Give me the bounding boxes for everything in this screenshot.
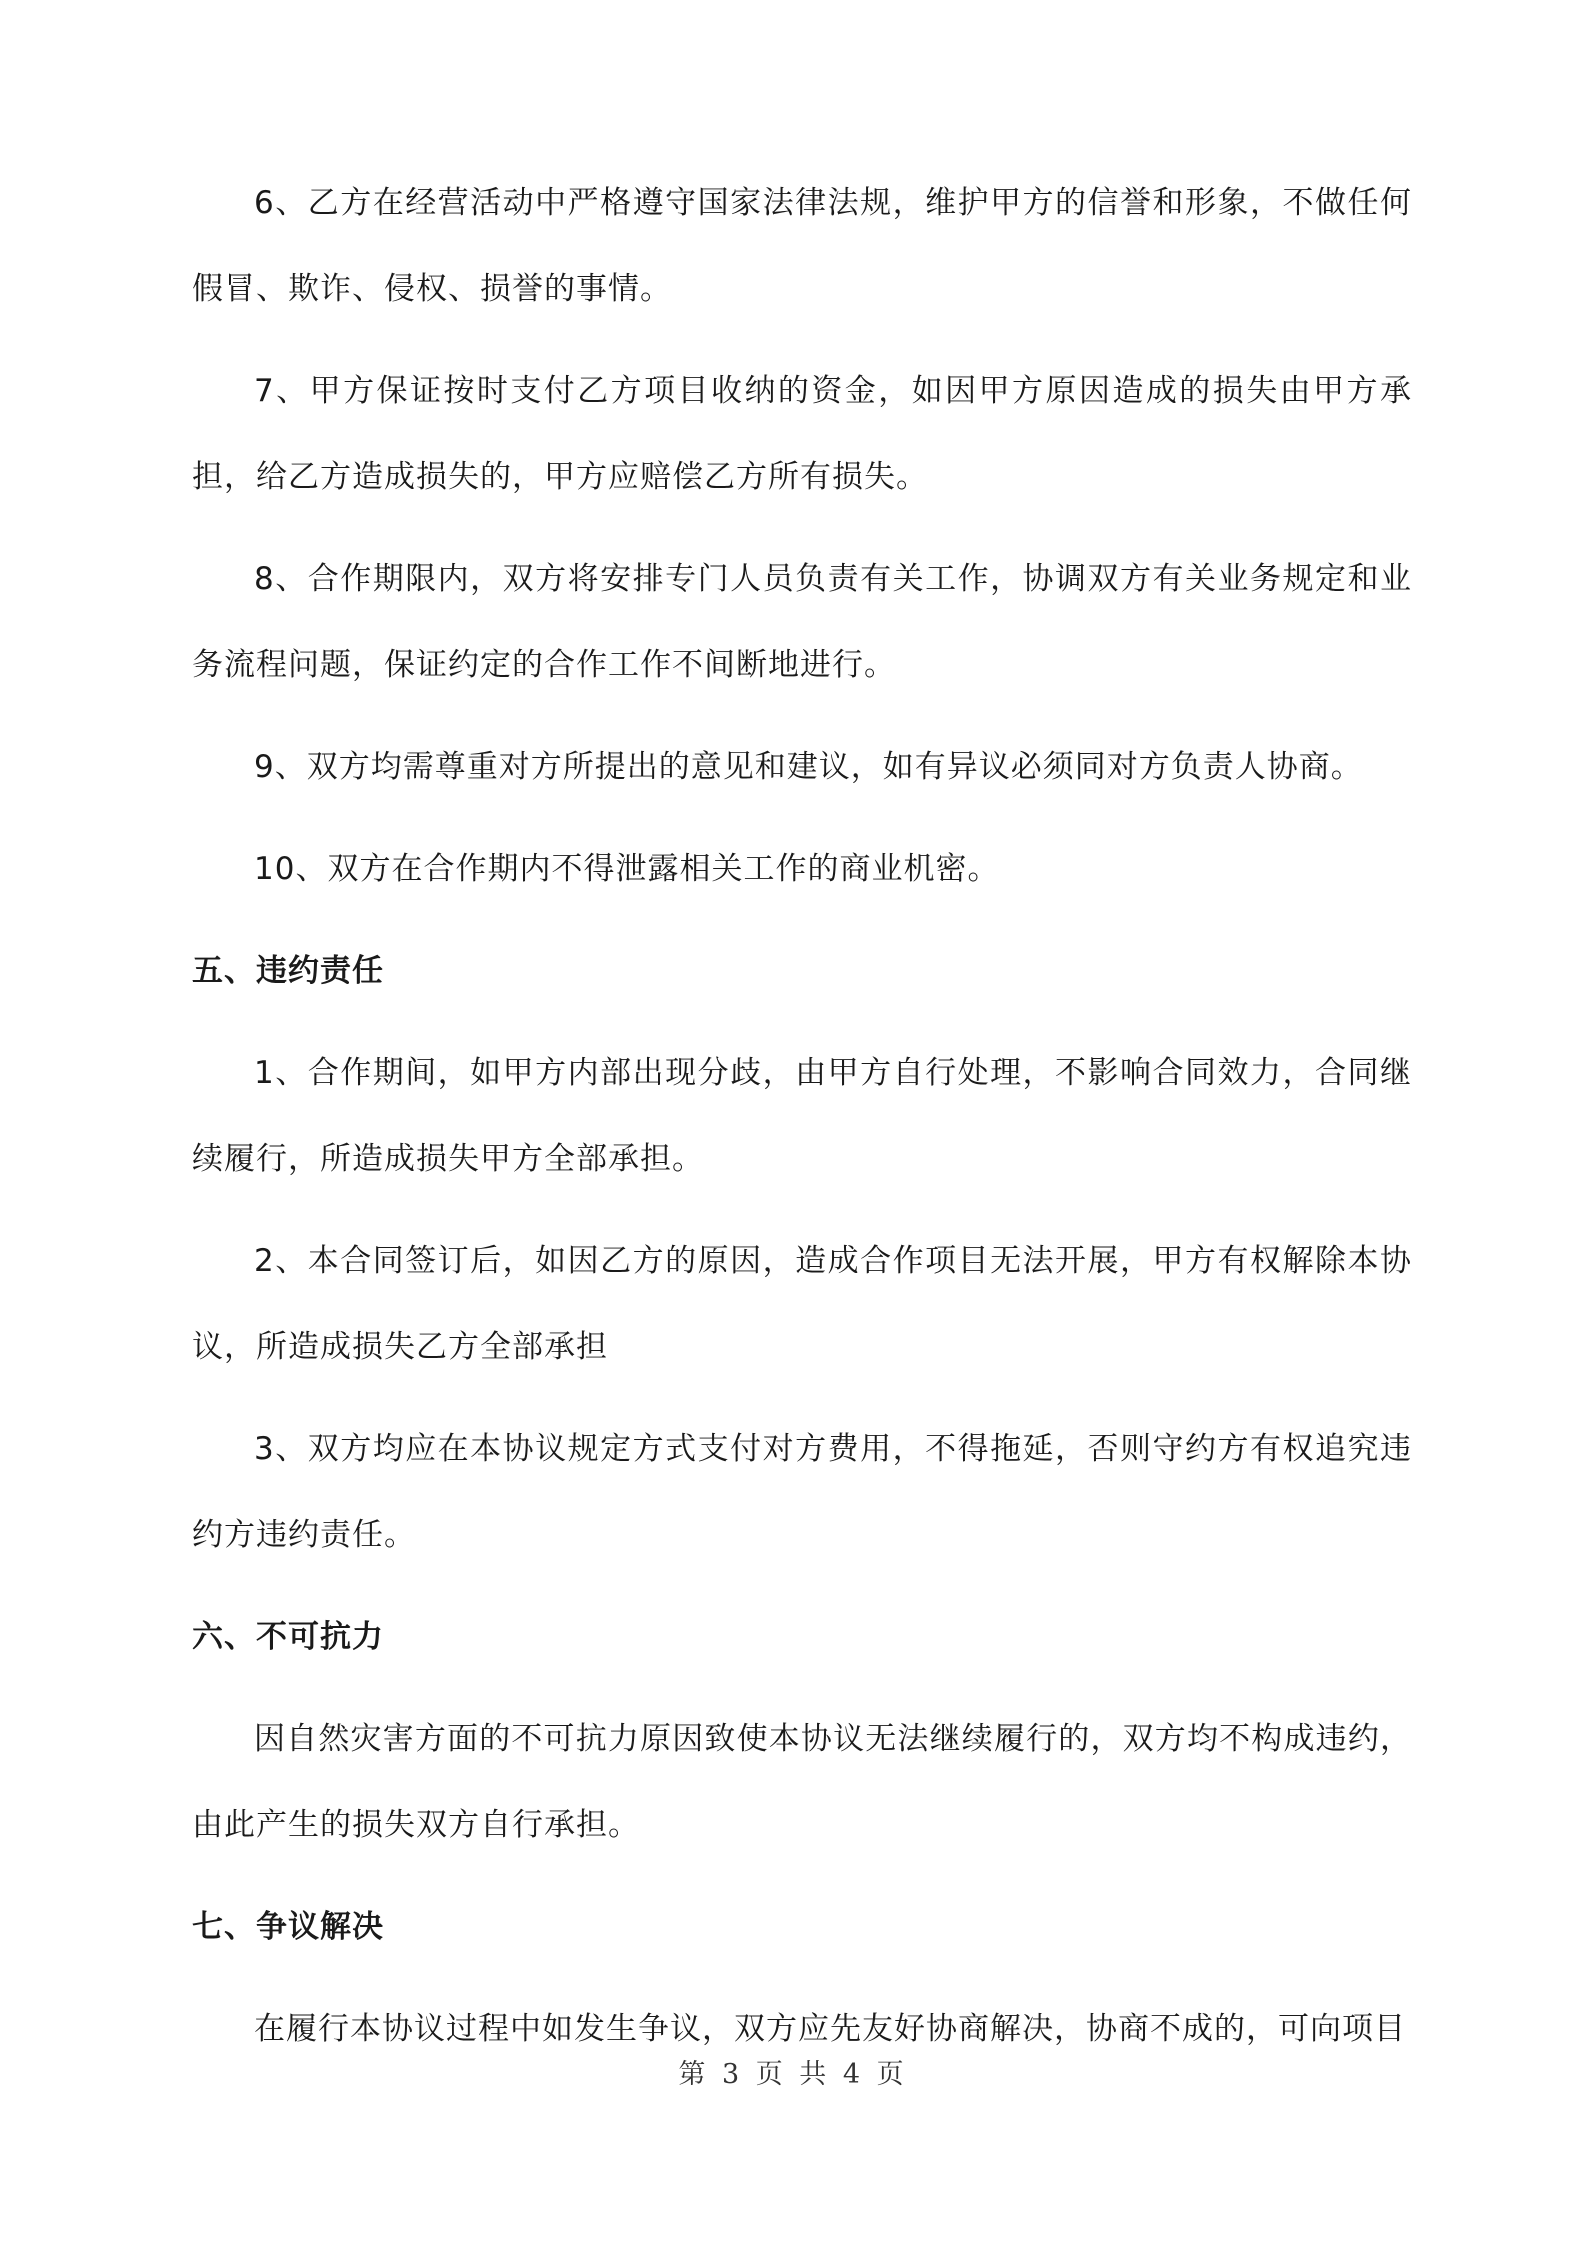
section-heading-breach-liability: 五、违约责任 [192, 953, 384, 989]
force-majeure-paragraph: 因自然灾害方面的不可抗力原因致使本协议无法继续履行的，双方均不构成违约，由此产生的损失双方自行承担。 [192, 1721, 1412, 1843]
dispute-resolution-paragraph: 在履行本协议过程中如发生争议，双方应先友好协商解决，协商不成的，可向项目 [254, 2011, 1406, 2047]
section-heading-force-majeure: 六、不可抗力 [192, 1619, 384, 1655]
clause-6: 6、乙方在经营活动中严格遵守国家法律法规，维护甲方的信誉和形象，不做任何假冒、欺诈、侵权、损誉的事情。 [192, 185, 1412, 307]
page-number-footer: 第 3 页 共 4 页 [678, 2059, 908, 2090]
clause-7: 7、甲方保证按时支付乙方项目收纳的资金，如因甲方原因造成的损失由甲方承担，给乙方造成损失的，甲方应赔偿乙方所有损失。 [192, 373, 1412, 495]
clause-10: 10、双方在合作期内不得泄露相关工作的商业机密。 [254, 851, 1000, 887]
breach-clause-3: 3、双方均应在本协议规定方式支付对方费用，不得拖延，否则守约方有权追究违约方违约责任。 [192, 1431, 1412, 1553]
section-heading-dispute-resolution: 七、争议解决 [192, 1909, 384, 1945]
breach-clause-1: 1、合作期间，如甲方内部出现分歧，由甲方自行处理，不影响合同效力，合同继续履行，所造成损失甲方全部承担。 [192, 1055, 1412, 1177]
clause-9: 9、双方均需尊重对方所提出的意见和建议，如有异议必须同对方负责人协商。 [254, 749, 1363, 785]
breach-clause-2: 2、本合同签订后，如因乙方的原因，造成合作项目无法开展，甲方有权解除本协议，所造成损失乙方全部承担 [192, 1243, 1412, 1365]
clause-8: 8、合作期限内，双方将安排专门人员负责有关工作，协调双方有关业务规定和业务流程问题，保证约定的合作工作不间断地进行。 [192, 561, 1412, 683]
document-body [192, 160, 1412, 2088]
